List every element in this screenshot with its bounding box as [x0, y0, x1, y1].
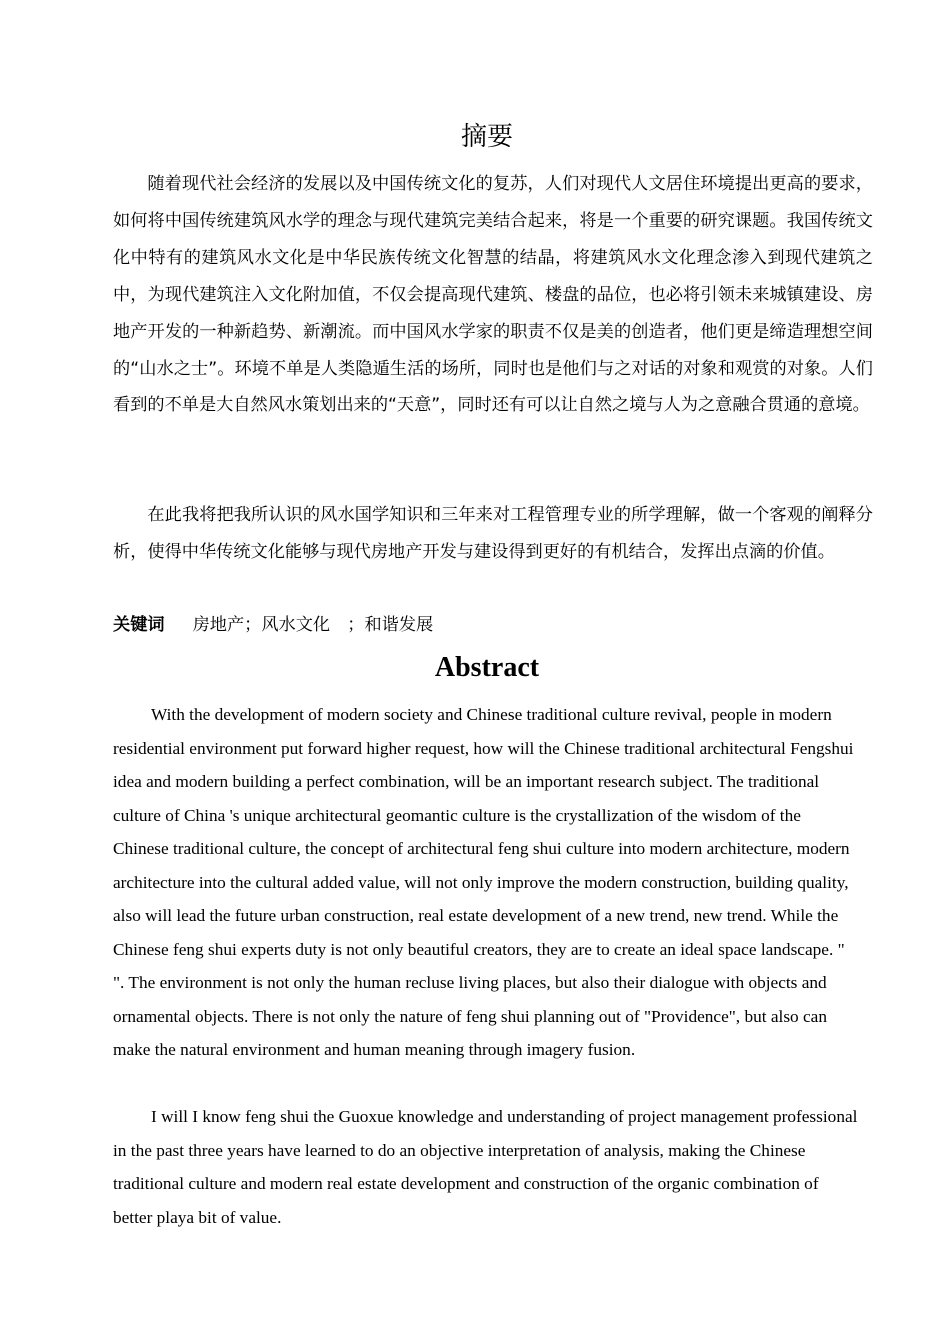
english-abstract-title: Abstract	[434, 652, 540, 683]
paragraph-text: I will I know feng shui the Guoxue knowledge and understanding of project management professional in the past three years have learned to do an objective interpretation of analysis, making the Chinese traditional culture and modern real estate development and construction of the organic combination of better playa bit of value.	[113, 1107, 858, 1227]
keywords-label: 关键词	[113, 615, 165, 635]
paragraph-text: With the development of modern society and Chinese traditional culture revival, people in modern residential environment put forward higher request, how will the Chinese traditional architectural Fengshui idea and modern building a perfect combination, will be an important research subject. The traditional culture of China 's unique architectural geomantic culture is the crystallization of the wisdom of the Chinese traditional culture, the concept of architectural feng shui culture into modern architecture, modern architecture into the cultural added value, will not only improve the modern construction, building quality, also will lead the future urban construction, real estate development of a new trend, new trend. While the Chinese feng shui experts duty is not only beautiful creators, they are to create an ideal space landscape. " ". The environment is not only the human recluse living places, but also their dialogue with objects and ornamental objects. There is not only the nature of feng shui planning out of "Providence", but also can make the natural environment and human meaning through imagery fusion.	[113, 705, 854, 1059]
keywords-values: 房地产；风水文化 ；和谐发展	[192, 615, 434, 635]
paragraph-text: 在此我将把我所认识的风水国学知识和三年来对工程管理专业的所学理解，做一个客观的阐释分析，使得中华传统文化能够与现代房地产开发与建设得到更好的有机结合，发挥出点滴的价值。	[113, 505, 873, 562]
chinese-abstract-title: 摘要	[460, 122, 513, 152]
paragraph-text: 随着现代社会经济的发展以及中国传统文化的复苏，人们对现代人文居住环境提出更高的要求，如何将中国传统建筑风水学的理念与现代建筑完美结合起来，将是一个重要的研究课题。我国传统文化中特有的建筑风水文化是中华民族传统文化智慧的结晶，将建筑风水文化理念渗入到现代建筑之中，为现代建筑注入文化附加值，不仅会提高现代建筑、楼盘的品位，也必将引领未来城镇建设、房地产开发的一种新趋势、新潮流。而中国风水学家的职责不仅是美的创造者，他们更是缔造理想空间的“山水之士”。环境不单是人类隐遁生活的场所，同时也是他们与之对话的对象和观赏的对象。人们看到的不单是大自然风水策划出来的“天意”，同时还有可以让自然之境与人为之意融合贯通的意境。	[113, 174, 873, 416]
chinese-abstract-paragraph-2	[113, 497, 873, 571]
chinese-abstract-paragraph-1	[113, 166, 873, 424]
english-abstract-paragraph-1	[113, 698, 858, 1067]
keywords-line	[113, 607, 873, 643]
english-abstract-paragraph-2	[113, 1100, 858, 1234]
